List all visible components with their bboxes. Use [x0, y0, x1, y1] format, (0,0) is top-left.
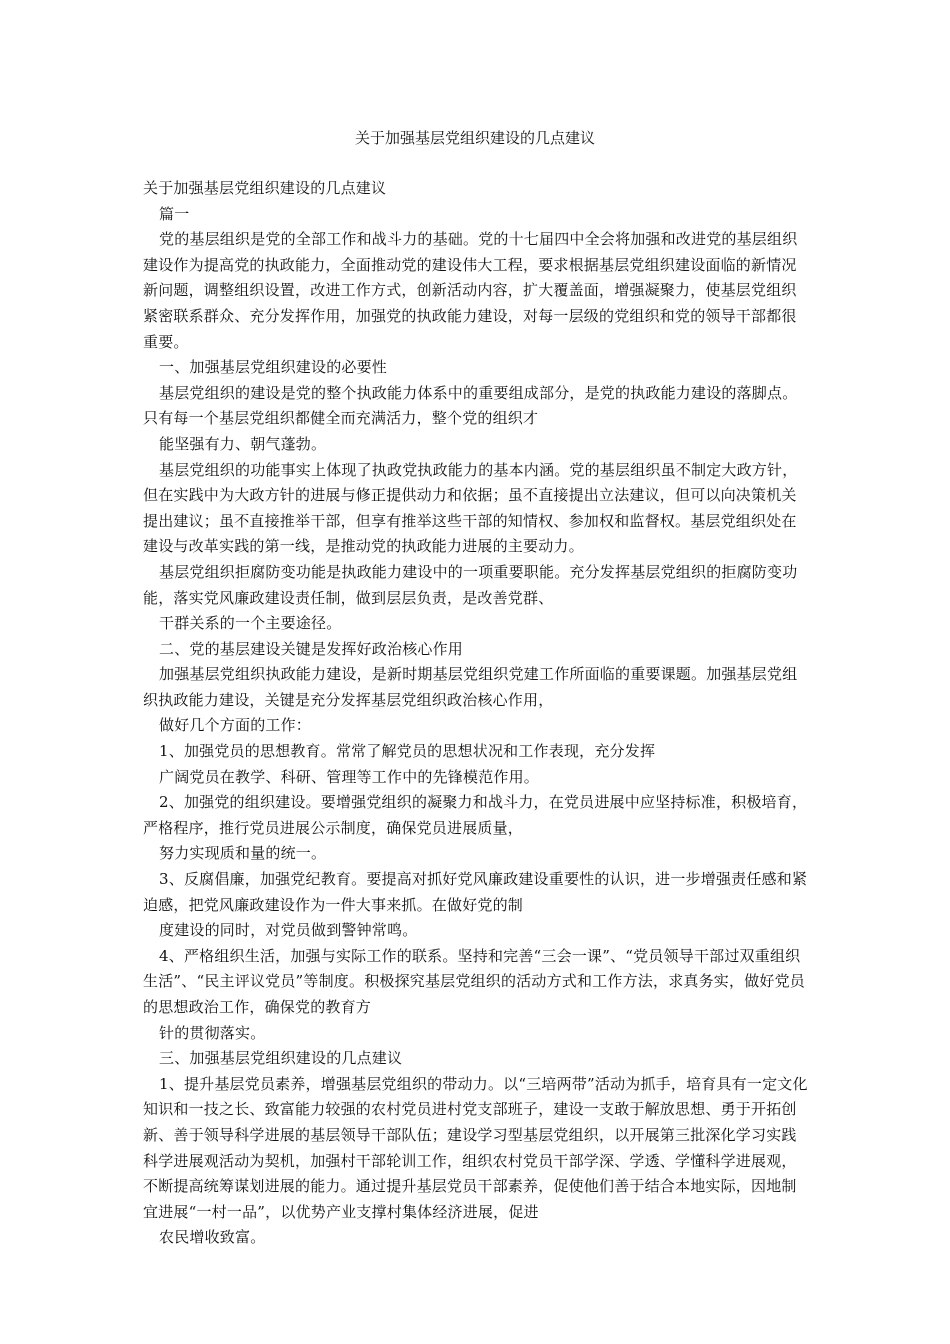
paragraph: 度建设的同时，对党员做到警钟常鸣。	[159, 921, 418, 940]
paragraph: 基层党组织的建设是党的整个执政能力体系中的重要组成部分，是党的执政能力建设的落脚点。只有每一个基层党组织都健全而充满活力，整个党的组织才	[143, 383, 798, 428]
list-item: 3、反腐倡廉，加强党纪教育。要提高对抓好党风廉政建设重要性的认识，进一步增强责任感和紧迫感，把党风廉政建设作为一件大事来抓。在做好党的制	[143, 870, 808, 914]
list-item: 1、加强党员的思想教育。常常了解党员的思想状况和工作表现，充分发挥	[159, 742, 656, 761]
document-subtitle: 关于加强基层党组织建设的几点建议	[143, 179, 387, 197]
list-item: 4、严格组织生活，加强与实际工作的联系。坚持和完善“三会一课”、“党员领导干部过双重组织生活”、“民主评议党员”等制度。积极探究基层党组织的活动方式和工作方法，求真务实，做好党员的思想政治工作，确保党的教育方	[143, 946, 806, 1016]
paragraph: 基层党组织拒腐防变功能是执政能力建设中的一项重要职能。充分发挥基层党组织的拒腐防变功能，落实党风廉政建设责任制，做到层层负责，是改善党群、	[143, 562, 798, 607]
list-item: 2、加强党的组织建设。要增强党组织的凝聚力和战斗力，在党员进展中应坚持标准，积极培育，严格程序，推行党员进展公示制度，确保党员进展质量，	[143, 793, 808, 837]
paragraph: 努力实现质和量的统一。	[159, 844, 327, 863]
list-item: 1、提升基层党员素养，增强基层党组织的带动力。以“三培两带”活动为抓手，培育具有一定文化知识和一技之长、致富能力较强的农村党员进村党支部班子，建设一支敢于解放思想、勇于开拓创新、善于领导科学进展的基层领导干部队伍；建设学习型基层党组织，以开展第三批深化学习实践科学进展观活动为契机，加强村干部轮训工作，组织农村党员干部学深、学透、学懂科学进展观，不断提高统筹谋划进展的能力。通过提升基层党员干部素养，促使他们善于结合本地实际，因地制宜进展“一村一品”，以优势产业支撑村集体经济进展，促进	[143, 1074, 808, 1221]
section-heading: 一、加强基层党组织建设的必要性	[159, 358, 388, 377]
paragraph: 做好几个方面的工作：	[159, 716, 312, 735]
paragraph: 针的贯彻落实。	[159, 1023, 266, 1042]
paragraph: 干群关系的一个主要途径。	[159, 614, 342, 633]
paragraph: 加强基层党组织执政能力建设，是新时期基层党组织党建工作所面临的重要课题。加强基层党组织执政能力建设，关键是充分发挥基层党组织政治核心作用，	[143, 665, 798, 709]
document-title: 关于加强基层党组织建设的几点建议	[354, 129, 595, 147]
paragraph: 基层党组织的功能事实上体现了执政党执政能力的基本内涵。党的基层组织虽不制定大政方针，但在实践中为大政方针的进展与修正提供动力和依据；虽不直接提出立法建议，但可以向决策机关提出建议；虽不直接推举干部，但享有推举这些干部的知情权、参加权和监督权。基层党组织处在建设与改革实践的第一线，是推动党的执政能力进展的主要动力。	[143, 460, 798, 556]
paragraph: 能坚强有力、朝气蓬勃。	[159, 434, 327, 453]
section-heading: 二、党的基层建设关键是发挥好政治核心作用	[159, 639, 464, 658]
document-body	[143, 176, 811, 1251]
paragraph: 广阔党员在教学、科研、管理等工作中的先锋模范作用。	[159, 767, 540, 786]
part-label: 篇一	[159, 204, 190, 223]
paragraph: 农民增收致富。	[159, 1228, 266, 1247]
section-heading: 三、加强基层党组织建设的几点建议	[159, 1049, 403, 1068]
paragraph: 党的基层组织是党的全部工作和战斗力的基础。党的十七届四中全会将加强和改进党的基层组织建设作为提高党的执政能力，全面推动党的建设伟大工程，要求根据基层党组织建设面临的新情况新问题，调整组织设置，改进工作方式，创新活动内容，扩大覆盖面，增强凝聚力，使基层党组织紧密联系群众、充分发挥作用，加强党的执政能力建设，对每一层级的党组织和党的领导干部都很重要。	[143, 230, 798, 351]
